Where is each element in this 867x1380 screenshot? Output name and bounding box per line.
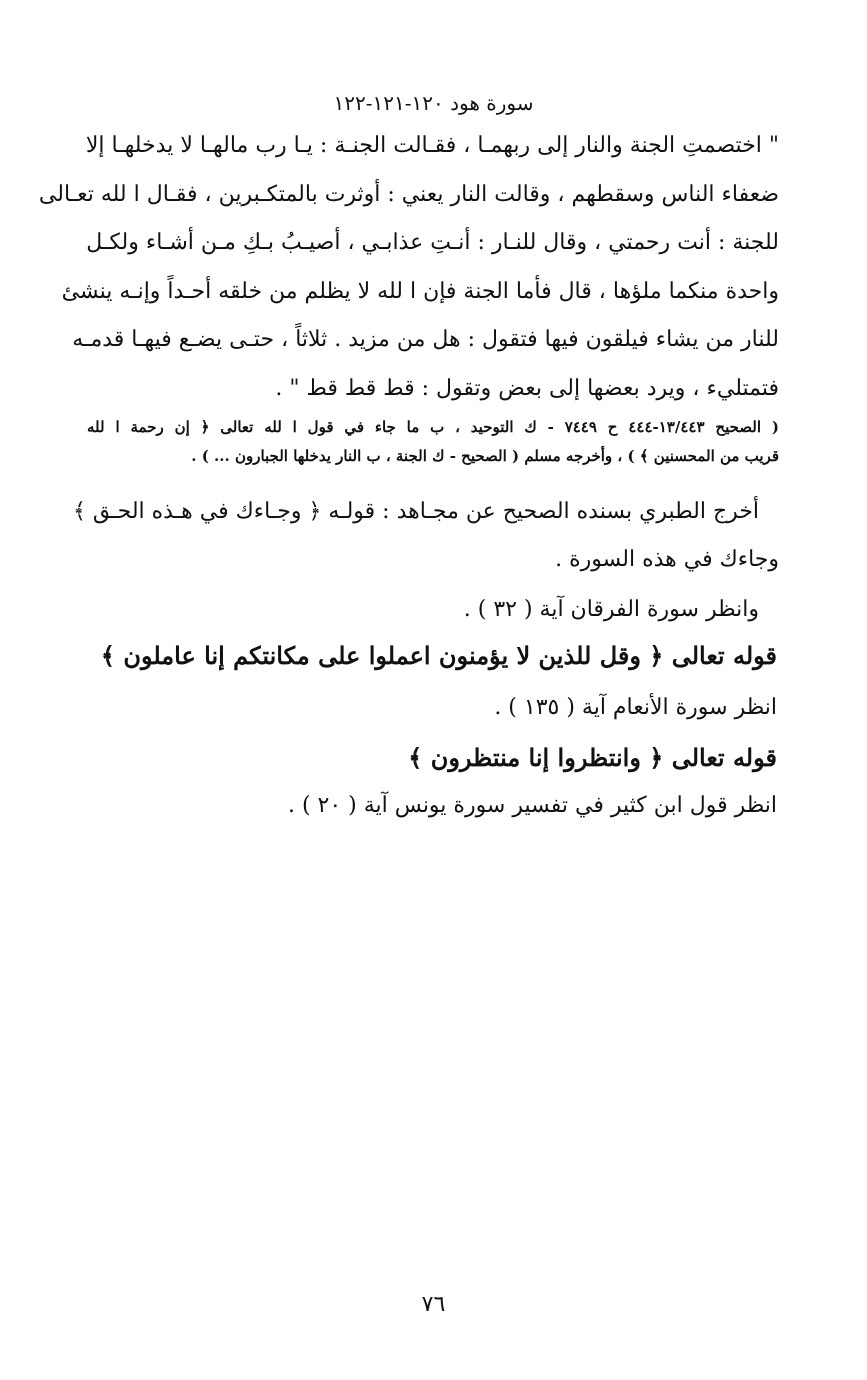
hadith-line: للنار من يشاء فيلقون فيها فتقول : هل من مزيد . ثلاثاً ، حتـى يضـع فيهـا قدمـه xyxy=(72,327,779,352)
note-line: انظر سورة الأنعام آية ( ١٣٥ ) . xyxy=(494,695,777,720)
hadith-line: فتمتليء ، ويرد بعضها إلى بعض وتقول : قط قط قط " . xyxy=(275,375,779,401)
hadith-line: واحدة منكما ملؤها ، قال فأما الجنة فإن ا لله لا يظلم من خلقه أحـداً وإنـه ينشئ xyxy=(61,278,779,304)
page-number: ٧٦ xyxy=(421,1292,446,1317)
kathir-note xyxy=(85,786,779,826)
tabari-paragraph xyxy=(72,488,779,584)
verse-heading xyxy=(85,738,779,778)
anam-note xyxy=(85,688,779,728)
verse-heading-text: قوله تعالى ﴿ وقل للذين لا يؤمنون اعملوا على مكانتكم إنا عاملون ﴾ xyxy=(100,641,777,670)
furqan-note xyxy=(87,590,779,630)
reference-line: ( الصحيح ١٣/٤٤٣-٤٤٤ ح ٧٤٤٩ - ك التوحيد ، ب ما جاء في قول ا لله تعالى ﴿ إن رحمة ا لله xyxy=(87,418,779,436)
hadith-line: للجنة : أنت رحمتي ، وقال للنـار : أنـتِ عذابـي ، أصيـبُ بـكِ مـن أشـاء ولكـل xyxy=(86,230,779,255)
running-header: سورة هود ١٢٠-١٢١-١٢٢ xyxy=(333,91,534,115)
note-line: انظر قول ابن كثير في تفسير سورة يونس آية ( ٢٠ ) . xyxy=(287,793,777,818)
note-line: وانظر سورة الفرقان آية ( ٣٢ ) . xyxy=(463,597,759,622)
hadith-line: ضعفاء الناس وسقطهم ، وقالت النار يعني : أوثرت بالمتكـبرين ، فقـال ا لله تعـالى xyxy=(38,181,779,207)
reference-line: قريب من المحسنين ﴾ ) ، وأخرجه مسلم ( الصحيح - ك الجنة ، ب النار يدخلها الجبارون ... ) . xyxy=(191,447,779,465)
hadith-quote xyxy=(38,122,779,413)
paragraph-line: أخرج الطبري بسنده الصحيح عن مجـاهد : قولـه ﴿ وجـاءك في هـذه الحـق ﴾ xyxy=(72,499,759,524)
hadith-reference xyxy=(87,413,779,471)
paragraph-line: وجاءك في هذه السورة . xyxy=(555,547,779,572)
hadith-line: " اختصمتِ الجنة والنار إلى ربهمـا ، فقـالت الجنـة : يـا رب مالهـا لا يدخلهـا إلا xyxy=(85,133,779,158)
verse-heading xyxy=(85,636,779,676)
verse-heading-text: قوله تعالى ﴿ وانتظروا إنا منتظرون ﴾ xyxy=(408,743,777,772)
